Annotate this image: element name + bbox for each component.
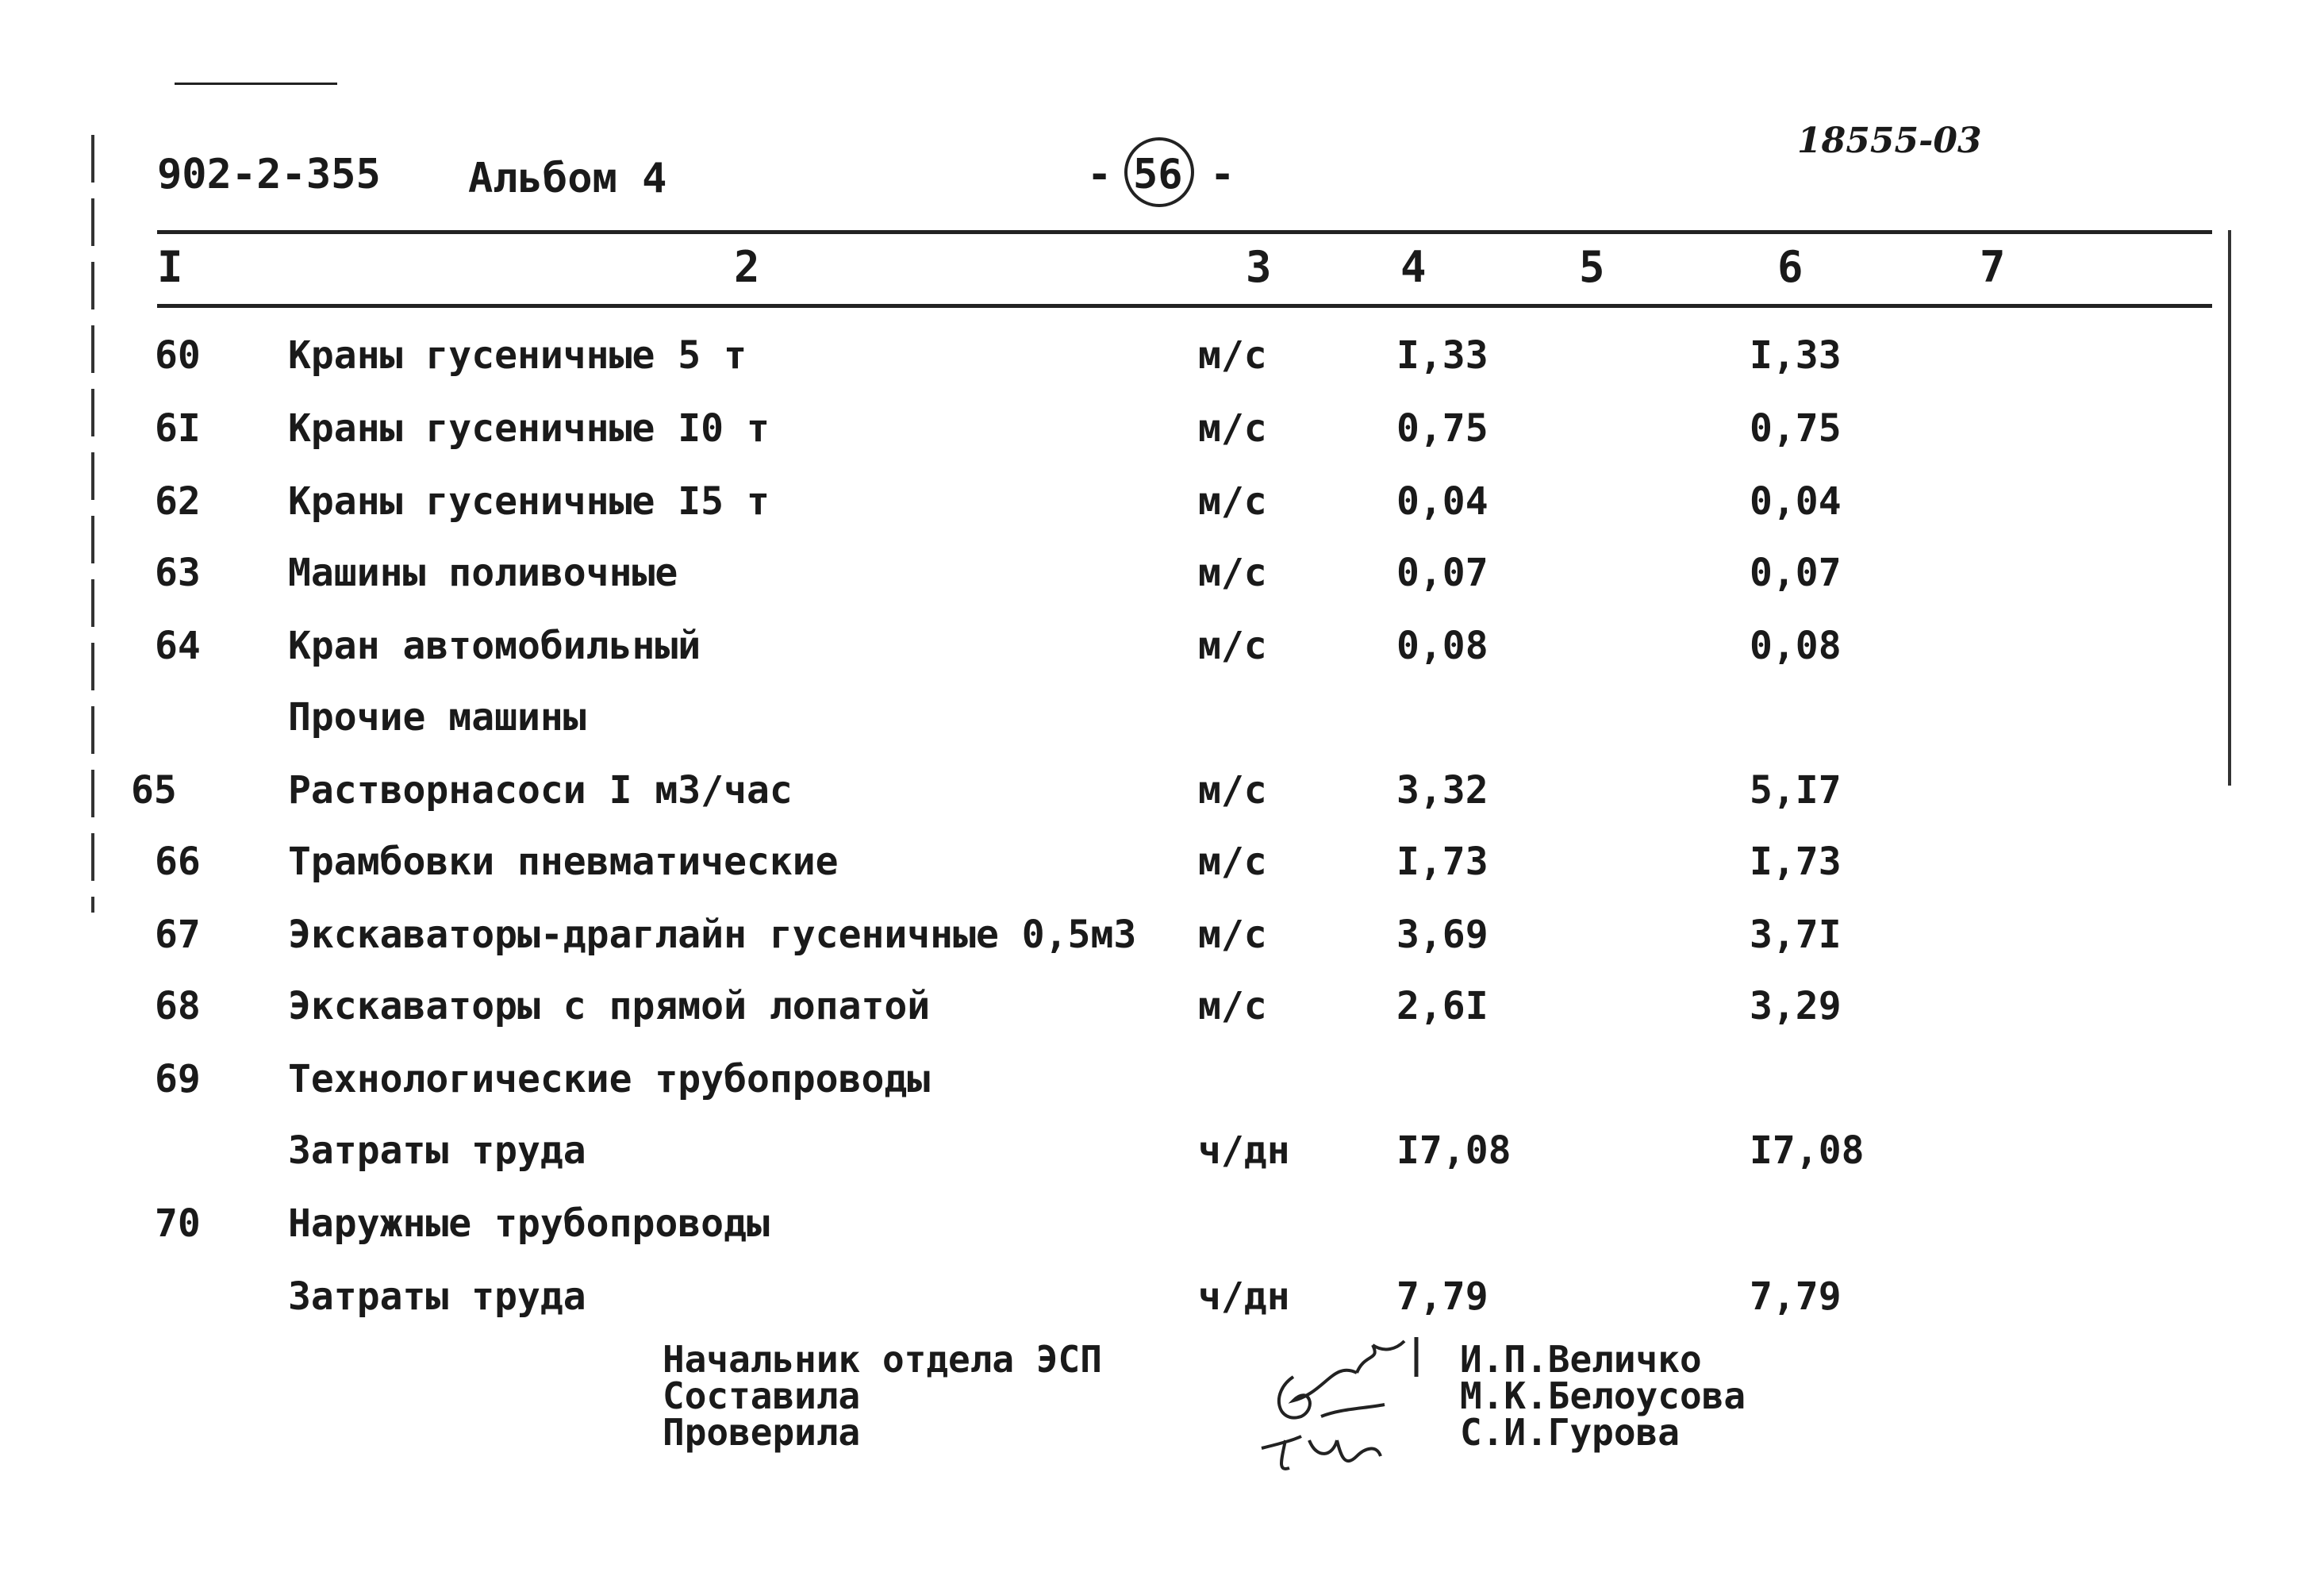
row-number: 64	[155, 624, 201, 668]
archive-number: 18555-03	[1797, 121, 1982, 161]
row-value-col4: I,73	[1396, 840, 1489, 884]
row-name: Экскаваторы с прямой лопатой	[288, 984, 931, 1028]
row-value-col4: 2,6I	[1396, 984, 1489, 1028]
role-compiled-by: Составила	[663, 1374, 861, 1417]
col-num-4: 4	[1400, 242, 1427, 292]
table-row	[0, 913, 2324, 984]
table-row	[0, 840, 2324, 911]
row-number: 70	[155, 1201, 201, 1246]
row-value-col6: I,33	[1750, 333, 1842, 378]
row-name: Затраты труда	[288, 1128, 586, 1173]
row-unit: м/с	[1198, 406, 1267, 451]
page-number: 56	[1133, 151, 1183, 198]
row-value-col4: 0,04	[1396, 479, 1489, 524]
row-number: 60	[155, 333, 201, 378]
row-value-col4: 3,32	[1396, 768, 1489, 813]
row-name: Кран автомобильный	[288, 624, 701, 668]
row-unit: м/с	[1198, 768, 1267, 813]
row-value-col4: 0,75	[1396, 406, 1489, 451]
row-value-col6: 0,75	[1750, 406, 1842, 451]
table-row	[0, 624, 2324, 695]
row-number: 62	[155, 479, 201, 524]
row-number: 6I	[155, 406, 201, 451]
row-name: Трамбовки пневматические	[288, 840, 839, 884]
row-number: 67	[155, 913, 201, 957]
row-name: Машины поливочные	[288, 551, 678, 595]
row-name: Экскаваторы-драглайн гусеничные 0,5м3	[288, 913, 1137, 957]
name-checked-by: С.И.Гурова	[1460, 1411, 1680, 1454]
row-value-col6: 0,07	[1750, 551, 1842, 595]
row-value-col4: 3,69	[1396, 913, 1489, 957]
dash-left: -	[1087, 151, 1112, 198]
footer-roles	[663, 1338, 1102, 1454]
row-value-col6: 7,79	[1750, 1274, 1842, 1319]
table-row	[0, 479, 2324, 551]
table-row	[0, 406, 2324, 478]
row-unit: м/с	[1198, 913, 1267, 957]
row-name: Краны гусеничные I5 т	[288, 479, 770, 524]
col-num-5: 5	[1579, 242, 1605, 292]
row-unit: ч/дн	[1198, 1274, 1290, 1319]
row-name: Затраты труда	[288, 1274, 586, 1319]
col-num-3: 3	[1246, 242, 1272, 292]
table-top-rule	[157, 230, 2212, 234]
row-unit: ч/дн	[1198, 1128, 1290, 1173]
col-num-6: 6	[1777, 242, 1804, 292]
col-num-2: 2	[734, 242, 760, 292]
row-name: Прочие машины	[288, 695, 586, 740]
table-row	[0, 1057, 2324, 1128]
name-compiled-by: М.К.Белоусова	[1460, 1374, 1746, 1417]
table-header-rule	[157, 304, 2212, 308]
table-row	[0, 768, 2324, 840]
row-name: Краны гусеничные 5 т	[288, 333, 747, 378]
row-name: Технологические трубопроводы	[288, 1057, 931, 1101]
name-head-of-department: И.П.Величко	[1460, 1338, 1702, 1381]
row-unit: м/с	[1198, 551, 1267, 595]
album-label: Альбом 4	[468, 155, 667, 202]
top-corner-mark	[175, 83, 337, 85]
row-number: 65	[131, 768, 177, 813]
handwritten-signatures	[1246, 1329, 1452, 1480]
table-row	[0, 1274, 2324, 1346]
row-unit: м/с	[1198, 984, 1267, 1028]
table-row	[0, 333, 2324, 405]
footer-names	[1460, 1338, 1746, 1454]
row-value-col4: I,33	[1396, 333, 1489, 378]
role-checked-by: Проверила	[663, 1411, 861, 1454]
row-unit: м/с	[1198, 624, 1267, 668]
row-value-col6: 3,7I	[1750, 913, 1842, 957]
row-value-col4: I7,08	[1396, 1128, 1512, 1173]
row-name: Краны гусеничные I0 т	[288, 406, 770, 451]
col-num-1: I	[157, 242, 183, 292]
row-name: Наружные трубопроводы	[288, 1201, 770, 1246]
table-row	[0, 551, 2324, 622]
col-num-7: 7	[1980, 242, 2006, 292]
document-number: 902-2-355	[157, 151, 381, 198]
row-value-col4: 0,07	[1396, 551, 1489, 595]
row-number: 68	[155, 984, 201, 1028]
role-head-of-department: Начальник отдела ЭСП	[663, 1338, 1102, 1381]
table-row	[0, 1201, 2324, 1273]
page-number-block	[1087, 133, 1246, 213]
row-value-col4: 0,08	[1396, 624, 1489, 668]
row-value-col6: I,73	[1750, 840, 1842, 884]
row-number: 69	[155, 1057, 201, 1101]
table-row	[0, 984, 2324, 1055]
dash-right: -	[1210, 151, 1235, 198]
row-value-col6: 3,29	[1750, 984, 1842, 1028]
row-value-col6: 5,I7	[1750, 768, 1842, 813]
row-unit: м/с	[1198, 479, 1267, 524]
table-row	[0, 695, 2324, 767]
row-unit: м/с	[1198, 333, 1267, 378]
row-unit: м/с	[1198, 840, 1267, 884]
row-number: 66	[155, 840, 201, 884]
row-value-col4: 7,79	[1396, 1274, 1489, 1319]
table-row	[0, 1128, 2324, 1200]
row-value-col6: 0,08	[1750, 624, 1842, 668]
row-value-col6: 0,04	[1750, 479, 1842, 524]
row-number: 63	[155, 551, 201, 595]
row-value-col6: I7,08	[1750, 1128, 1865, 1173]
row-name: Растворнасоси I м3/час	[288, 768, 793, 813]
